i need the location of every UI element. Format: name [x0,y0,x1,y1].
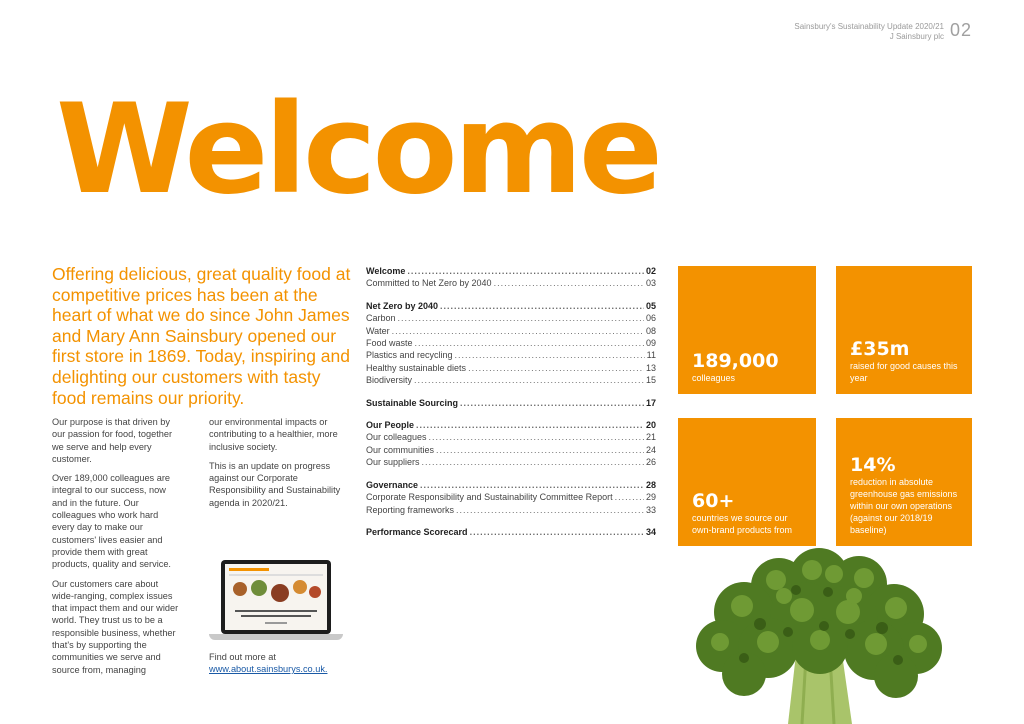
body-paragraph: This is an update on progress against our Corporate Responsibility and Sustainability agenda in 2020/21. [209,460,341,508]
body-paragraph: Our customers care about wide-ranging, complex issues that impact them and our wider world. They trust us to be a responsible business, whether that's by supporting the communities we serve and source from, managing [52,578,179,675]
toc-subentry[interactable]: Biodiversity ..... 15 [366,374,656,386]
toc-subentry[interactable]: Reporting frameworks ..... 33 [366,504,656,516]
find-out-text: Find out more at [209,652,276,662]
intro-paragraph: Offering delicious, great quality food at competitive prices has been at the heart of what we do since John James and Mary Ann Sainsbury opened our first store in 1869. Today, inspiring and delighting our customers with tasty food remains our priority. [52,264,351,408]
header-report-title: Sainsbury's Sustainability Update 2020/21 [794,22,944,31]
header-company: J Sainsbury plc [889,32,944,41]
toc-subentry[interactable]: Committed to Net Zero by 2040 ..... 03 [366,277,656,289]
toc-entry[interactable]: Governance ..... 28 [366,479,656,491]
toc-section-net-zero [366,300,656,387]
toc-subentry[interactable]: Carbon ..... 06 [366,312,656,324]
toc-subentry[interactable]: Water ..... 08 [366,325,656,337]
toc-subentry[interactable]: Food waste ..... 09 [366,337,656,349]
stat-value: 189,000 [692,350,779,372]
website-link[interactable]: www.about.sainsburys.co.uk. [209,664,328,674]
toc-subentry[interactable]: Healthy sustainable diets ..... 13 [366,362,656,374]
stat-value: £35m [850,338,910,360]
toc-entry[interactable]: Welcome ..... 02 [366,265,656,277]
page-title: Welcome [56,78,659,222]
body-paragraph: Over 189,000 colleagues are integral to our success, now and in the future. Our colleagues who work hard every day to make our customers' lives easier and provide them with great products, quality and service. [52,473,171,570]
broccoli-image [684,534,954,724]
find-out-more [209,651,327,675]
toc-section-sourcing [366,397,656,409]
toc-section-people [366,419,656,469]
body-paragraph: our environmental impacts or contributing to a healthier, more inclusive society. [209,417,338,452]
stat-label: reduction in absolute greenhouse gas emissions within our own operations (against our 2018/19 baseline) [850,477,958,535]
toc-entry[interactable]: Our People ..... 20 [366,419,656,431]
laptop-screen [221,560,331,634]
toc-section-governance [366,479,656,516]
stat-label: colleagues [692,373,736,383]
toc-subentry[interactable]: Our colleagues ..... 21 [366,431,656,443]
running-header [794,22,944,42]
toc-section-welcome [366,265,656,290]
toc-subentry[interactable]: Corporate Responsibility and Sustainability Committee Report ..... 29 [366,491,656,503]
stat-tile-countries [678,418,816,546]
toc-entry[interactable]: Net Zero by 2040 ..... 05 [366,300,656,312]
toc-subentry[interactable]: Our suppliers ..... 26 [366,456,656,468]
stat-label: countries we source our own-brand products from [692,513,793,535]
page-number: 02 [949,20,972,40]
stat-tile-reduction [836,418,972,546]
toc-section-scorecard [366,526,656,538]
stat-tile-raised [836,266,972,394]
toc-entry[interactable]: Sustainable Sourcing ..... 17 [366,397,656,409]
toc-subentry[interactable]: Plastics and recycling ..... 11 [366,349,656,361]
stat-tile-colleagues [678,266,816,394]
stat-label: raised for good causes this year [850,361,958,383]
toc-subentry[interactable]: Our communities ..... 24 [366,444,656,456]
stat-value: 60+ [692,490,735,512]
body-column-1 [52,416,182,683]
laptop-image [209,560,343,642]
toc-entry[interactable]: Performance Scorecard ..... 34 [366,526,656,538]
laptop-base [209,634,343,640]
body-column-2 [209,416,341,516]
stat-value: 14% [850,454,896,476]
table-of-contents [366,265,656,548]
body-paragraph: Our purpose is that driven by our passion for food, together we serve and help every customer. [52,417,173,464]
